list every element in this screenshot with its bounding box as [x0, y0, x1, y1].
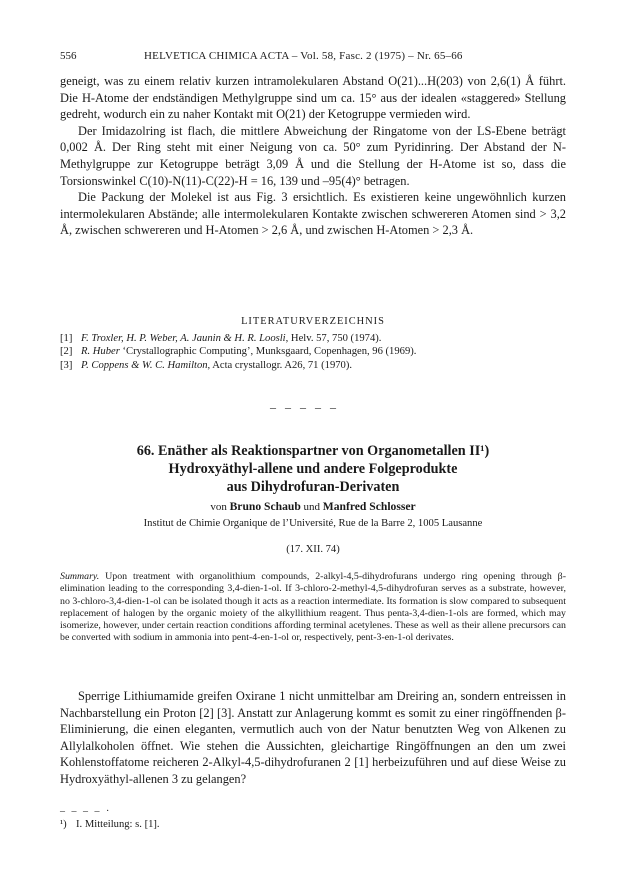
paragraph-continuation: geneigt, was zu einem relativ kurzen intramolekularen Abstand O(21)...H(203) von 2,6(1) Å führt. Die H-Atome der endständigen Methylgruppe sind um ca. 15° aus der idealen «staggered» Stellung gedreht, wodurch ein zu naher Kontakt mit O(21) der Ketogruppe vermieden wird. [60, 74, 566, 122]
article-title-line: 66. Enäther als Reaktionspartner von Organometallen II¹) [136, 443, 490, 459]
reference-number: [1] [60, 333, 73, 344]
reference-source: ‘Crystallographic Computing’, Munksgaard, Copenhagen, 96 (1969). [119, 346, 417, 358]
reference-source: Helv. 57, 750 (1974). [288, 333, 382, 344]
article-title-line: Hydroxyäthyl-allene und andere Folgeprodukte [168, 461, 458, 477]
received-date: (17. XII. 74) [286, 544, 340, 555]
paragraph-imidazolring: Der Imidazolring ist flach, die mittlere Abweichung der Ringatome von der LS-Ebene beträgt 0,002 Å. Der Ring steht mit einer Neigung von ca. 50° zum Pyridinring. Der Abstand der N-Methylgruppe zur Ketogruppe beträgt 3,09 Å und die Stellung der H-Atome ist so, dass die Torsionswinkel C(10)-N(11)-C(22)-H = 16, 139 und –95(4)° betragen. [60, 123, 566, 188]
summary-text: Upon treatment with organolithium compounds, 2-alkyl-4,5-dihydrofurans undergo ring opening through β-elimination leading to the corresponding 3,4-dien-1-ol. If 3-chloro-2-methyl-4,5-dihydrofuran serves as a substrate, however, no 3-chloro-3,4-dien-1-ol can be isolated though it acts as a reaction intermediate. Its formation is slow compared to subsequent replacement of halogen by the organic moiety of the alkyllithium reagent. Thus penta-3,4-dien-1-ols are formed, which may isomerize, however, under certain reaction conditions affording terminal acetylenes. These as well as their allene precursors can be converted with sodium in ammonia into pent-4-en-1-ol or, respectively, pent-3-en-1-ol derivates. [60, 571, 566, 644]
reference-authors: F. Troxler, H. P. Weber, A. Jaunin & H. R. Loosli, [81, 333, 289, 344]
reference-item [60, 359, 566, 372]
paragraph-packung: Die Packung der Molekel ist aus Fig. 3 ersichtlich. Es existieren keine ungewöhnlich kurzen intermolekularen Abstände; alle intermolekularen Kontakte zwischen schwereren Atomen sind > 3,2 Å, zwischen schwereren und H-Atomen > 2,6 Å, und zwischen H-Atomen > 2,3 Å. [60, 190, 566, 238]
running-head: HELVETICA CHIMICA ACTA – Vol. 58, Fasc. 2 (1975) – Nr. 65–66 [144, 50, 463, 62]
footnote-text: I. Mitteilung: s. [1]. [76, 819, 160, 830]
article-authors [60, 500, 566, 513]
reference-list [60, 332, 566, 372]
author-name: Manfred Schlosser [322, 500, 416, 513]
reference-authors: R. Huber [81, 346, 120, 358]
authors-und: und [303, 501, 321, 513]
reference-number: [3] [60, 359, 73, 371]
author-name: Bruno Schaub [229, 500, 301, 513]
body-text-article [60, 688, 566, 788]
footnote [60, 819, 160, 830]
section-separator: – – – – – [270, 400, 339, 414]
author-institute: Institut de Chimie Organique de l’Université, Rue de la Barre 2, 1005 Lausanne [143, 518, 483, 529]
article-title [60, 442, 566, 496]
reference-item [60, 332, 566, 345]
body-text-top [60, 73, 566, 239]
footnote-rule: – – – – · [60, 806, 112, 817]
footnote-mark: ¹) [60, 819, 67, 830]
english-summary [60, 571, 566, 645]
reference-item [60, 345, 566, 358]
paragraph-intro: Sperrige Lithiumamide greifen Oxirane 1 nicht unmittelbar am Dreiring an, sondern entreissen in Nachbarstellung ein Proton [2] [3]. Anstatt zur Anlagerung kommt es somit zu einer ringöffnenden β-Eliminierung, die einen eleganten, vermutlich auch von der Natur benutzten Weg von Alkenen zu Allylalkoholen öffnet. Wie stehen die Aussichten, gleichartige Ringöffnungen an den um zwei Kohlenstoffatome reicheren 2-Alkyl-4,5-dihydrofuranen 2 [1] herbeizuführen und auf diese Weise zu Hydroxyäthyl-allenen 3 zu gelangen? [60, 689, 566, 786]
literature-heading: LITERATURVERZEICHNIS [241, 316, 385, 327]
authors-von: von [210, 501, 227, 513]
reference-number: [2] [60, 346, 73, 358]
article-title-line: aus Dihydrofuran-Derivaten [226, 479, 400, 495]
reference-authors: P. Coppens & W. C. Hamilton, [81, 359, 211, 371]
summary-label: Summary. [60, 571, 100, 582]
page-number: 556 [60, 50, 77, 62]
reference-source: Acta crystallogr. A26, 71 (1970). [210, 359, 353, 371]
